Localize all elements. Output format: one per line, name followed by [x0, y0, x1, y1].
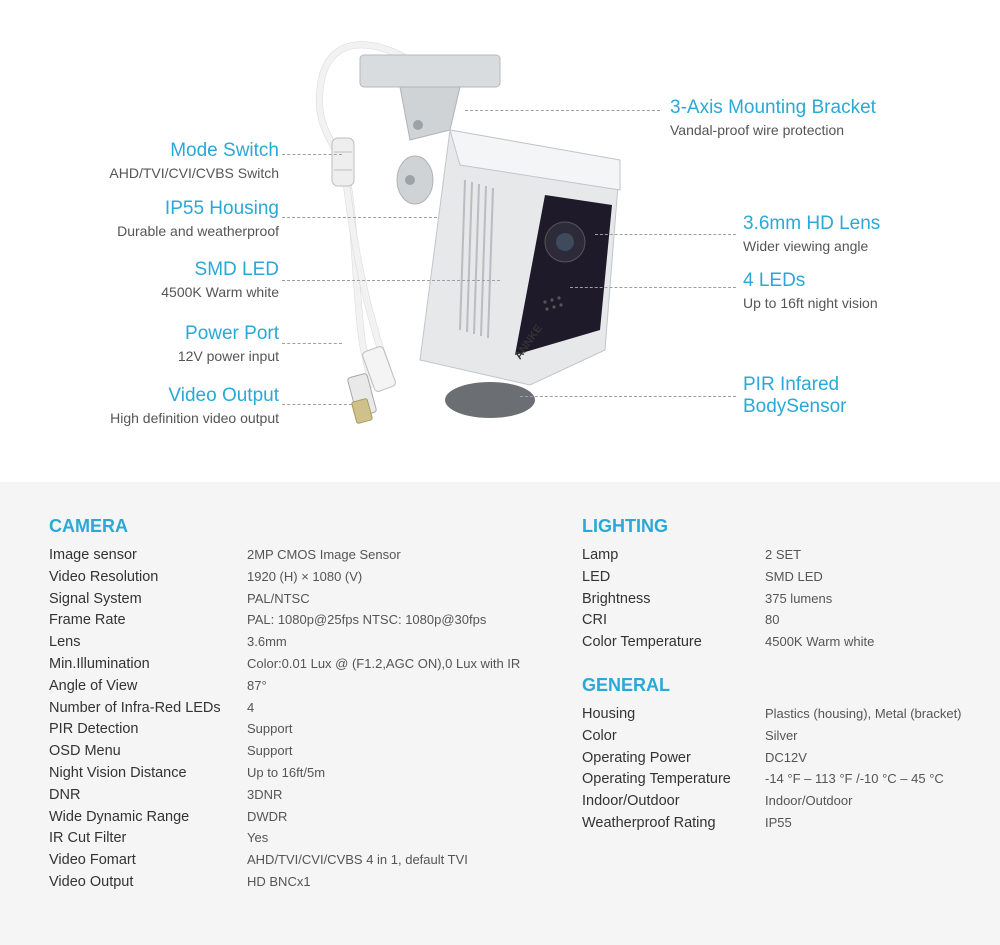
spec-row — [582, 748, 982, 770]
spec-key: Lamp — [582, 547, 619, 563]
callout-title: IP55 Housing — [164, 198, 279, 219]
spec-value: IP55 — [765, 814, 792, 830]
spec-key: Wide Dynamic Range — [49, 808, 190, 825]
spec-value: Yes — [247, 830, 269, 846]
spec-key: Indoor/Outdoor — [582, 793, 680, 810]
leader-mode-switch — [282, 154, 342, 155]
callout-ip55-housing — [117, 198, 279, 240]
spec-row — [582, 567, 982, 589]
callout-title: 3-Axis Mounting Bracket — [670, 97, 876, 118]
spec-row — [49, 872, 529, 894]
spec-value: 2 SET — [765, 547, 802, 562]
callout-title: Mode Switch — [170, 140, 279, 161]
spec-key: Video Fomart — [49, 852, 136, 869]
leader-leds — [570, 287, 736, 288]
callout-pir-sensor — [743, 374, 847, 418]
spec-row — [49, 698, 529, 720]
spec-row — [49, 763, 529, 785]
spec-value: Silver — [765, 727, 798, 743]
spec-key: Signal System — [49, 590, 142, 607]
lighting-heading: LIGHTING — [582, 516, 668, 536]
callout-desc: Wider viewing angle — [743, 238, 869, 254]
spec-key: OSD Menu — [49, 743, 121, 760]
callout-title: 3.6mm HD Lens — [743, 213, 881, 234]
spec-row — [49, 676, 529, 698]
spec-value: 3.6mm — [247, 634, 287, 650]
leader-pir-sensor — [520, 396, 736, 397]
spec-row — [49, 567, 529, 589]
spec-value: -14 °F – 113 °F /-10 °C – 45 °C — [765, 771, 944, 787]
spec-value: HD BNCx1 — [247, 873, 311, 889]
specifications-section — [0, 482, 1000, 945]
spec-value: PAL/NTSC — [247, 590, 310, 606]
spec-row — [49, 610, 529, 632]
callout-desc: Durable and weatherproof — [117, 223, 279, 239]
spec-key: LED — [582, 568, 611, 585]
leader-mounting-bracket — [465, 110, 660, 111]
general-rows — [582, 704, 982, 835]
spec-value: 2MP CMOS Image Sensor — [247, 547, 401, 562]
spec-row — [49, 632, 529, 654]
annke-logo: ANNKE — [512, 322, 545, 362]
callout-desc: Vandal-proof wire protection — [670, 122, 845, 138]
callout-desc: 4500K Warm white — [161, 284, 279, 300]
spec-row — [49, 545, 529, 567]
leader-video-output — [282, 404, 352, 405]
callout-title-line2: BodySensor — [743, 396, 847, 417]
spec-value: 375 lumens — [765, 590, 833, 606]
callout-hd-lens — [743, 213, 880, 255]
callout-desc: Up to 16ft night vision — [743, 295, 878, 311]
spec-value: Up to 16ft/5m — [247, 764, 326, 780]
callout-title: PIR Infared — [743, 374, 840, 395]
spec-row — [582, 813, 982, 835]
spec-value: Color:0.01 Lux @ (F1.2,AGC ON),0 Lux with IR — [247, 655, 521, 671]
callout-power-port — [178, 323, 279, 365]
camera-body — [420, 130, 620, 418]
spec-value: 4500K Warm white — [765, 634, 875, 650]
spec-value: 80 — [765, 612, 780, 628]
spec-key: Angle of View — [49, 677, 138, 694]
spec-key: Video Output — [49, 873, 134, 890]
spec-row — [582, 589, 982, 611]
spec-row — [582, 791, 982, 813]
spec-row — [49, 785, 529, 807]
mode-switch-connector — [332, 138, 354, 186]
callout-smd-led — [161, 259, 279, 301]
spec-row — [582, 632, 982, 654]
callout-title: SMD LED — [194, 259, 279, 280]
callout-desc: AHD/TVI/CVI/CVBS Switch — [109, 165, 279, 181]
spec-key: Image sensor — [49, 547, 137, 563]
callout-mounting-bracket — [670, 97, 876, 139]
spec-key: Min.Illumination — [49, 655, 150, 672]
spec-row — [582, 704, 982, 726]
lighting-spec-table — [582, 515, 982, 654]
spec-row — [582, 610, 982, 632]
spec-key: CRI — [582, 612, 607, 629]
spec-key: Weatherproof Rating — [582, 814, 716, 831]
general-spec-table — [582, 674, 982, 835]
spec-value: 4 — [247, 699, 255, 715]
spec-key: Color — [582, 727, 617, 744]
spec-row — [49, 654, 529, 676]
spec-key: Housing — [582, 706, 636, 722]
spec-row — [49, 850, 529, 872]
spec-value: 87° — [247, 677, 267, 693]
spec-row — [49, 589, 529, 611]
spec-row — [49, 828, 529, 850]
leader-smd-led — [282, 280, 500, 281]
callout-title: 4 LEDs — [743, 270, 806, 291]
spec-row — [49, 719, 529, 741]
spec-value: Plastics (housing), Metal (bracket) — [765, 706, 962, 721]
spec-key: Lens — [49, 634, 81, 651]
spec-key: IR Cut Filter — [49, 830, 127, 847]
spec-value: DWDR — [247, 808, 288, 824]
spec-row — [582, 726, 982, 748]
spec-key: Night Vision Distance — [49, 764, 187, 781]
callout-mode-switch — [109, 140, 279, 182]
camera-spec-table — [49, 515, 529, 894]
camera-heading: CAMERA — [49, 516, 128, 536]
spec-value: Support — [247, 743, 293, 759]
spec-value: Support — [247, 721, 293, 737]
camera-illustration — [300, 30, 660, 450]
lighting-rows — [582, 545, 982, 654]
callout-desc: 12V power input — [177, 348, 279, 364]
callout-title: Power Port — [185, 323, 279, 344]
spec-row — [582, 769, 982, 791]
leader-hd-lens — [595, 234, 736, 235]
spec-key: Operating Power — [582, 749, 691, 766]
spec-key: Brightness — [582, 590, 651, 607]
general-heading: GENERAL — [582, 675, 671, 695]
spec-key: Video Resolution — [49, 568, 159, 585]
spec-key: Color Temperature — [582, 634, 702, 651]
spec-key: PIR Detection — [49, 721, 139, 738]
spec-value: SMD LED — [765, 568, 823, 584]
callout-video-output — [110, 385, 279, 427]
callout-desc: High definition video output — [110, 410, 279, 426]
spec-key: Number of Infra-Red LEDs — [49, 699, 221, 716]
callout-title: Video Output — [168, 385, 279, 406]
callout-leds — [743, 270, 878, 312]
spec-row — [49, 741, 529, 763]
spec-value: DC12V — [765, 749, 807, 765]
spec-value: Indoor/Outdoor — [765, 793, 853, 809]
spec-row — [582, 545, 982, 567]
camera-rows — [49, 545, 529, 894]
spec-value: 3DNR — [247, 786, 283, 802]
spec-value: AHD/TVI/CVI/CVBS 4 in 1, default TVI — [247, 852, 468, 868]
spec-key: Frame Rate — [49, 612, 126, 629]
leader-ip55-housing — [282, 217, 437, 218]
spec-key: Operating Temperature — [582, 771, 731, 788]
spec-row — [49, 807, 529, 829]
spec-value: 1920 (H) × 1080 (V) — [247, 568, 363, 584]
spec-value: PAL: 1080p@25fps NTSC: 1080p@30fps — [247, 612, 487, 628]
spec-key: DNR — [49, 786, 81, 803]
leader-power-port — [282, 343, 342, 344]
